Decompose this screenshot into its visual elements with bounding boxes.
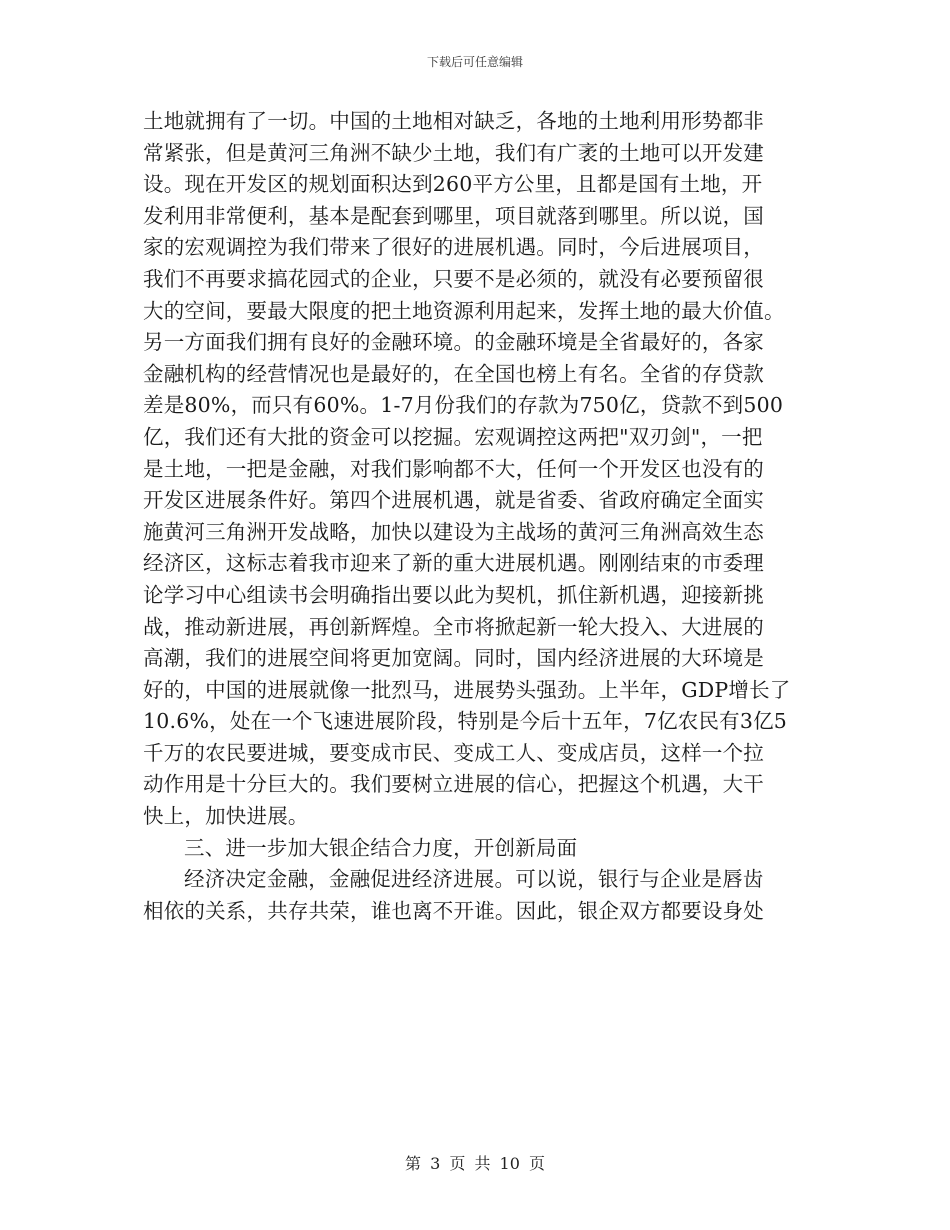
text-line: 家的宏观调控为我们带来了很好的进展机遇。同时，今后进展项目， xyxy=(143,235,764,260)
text-line: 施黄河三角洲开发战略，加快以建设为主战场的黄河三角洲高效生态 xyxy=(143,519,764,544)
page-number-footer: 第 3 页 共 10 页 xyxy=(405,1154,545,1173)
text-line: 经济区，这标志着我市迎来了新的重大进展机遇。刚刚结束的市委理 xyxy=(143,551,764,576)
text-line: 高潮，我们的进展空间将更加宽阔。同时，国内经济进展的大环境是 xyxy=(143,646,764,671)
text-line: 另一方面我们拥有良好的金融环境。的金融环境是全省最好的，各家 xyxy=(143,330,764,355)
text-line: 动作用是十分巨大的。我们要树立进展的信心，把握这个机遇，大干 xyxy=(143,772,764,797)
text-line: 亿，我们还有大批的资金可以挖掘。宏观调控这两把"双刃剑"，一把 xyxy=(143,424,763,449)
text-line: 开发区进展条件好。第四个进展机遇，就是省委、省政府确定全面实 xyxy=(143,488,764,513)
text-line: 土地就拥有了一切。中国的土地相对缺乏，各地的土地利用形势都非 xyxy=(143,109,764,133)
section-heading: 三、进一步加大银企结合力度，开创新局面 xyxy=(184,835,578,860)
text-line: 常紧张，但是黄河三角洲不缺少土地，我们有广袤的土地可以开发建 xyxy=(143,140,764,165)
text-line: 10.6%，处在一个飞速进展阶段，特别是今后十五年，7亿农民有3亿5 xyxy=(143,709,788,734)
text-line: 发利用非常便利，基本是配套到哪里，项目就落到哪里。所以说，国 xyxy=(143,203,764,228)
text-line: 千万的农民要进城，要变成市民、变成工人、变成店员，这样一个拉 xyxy=(143,740,764,765)
paragraph-first-line: 经济决定金融，金融促进经济进展。可以说，银行与企业是唇齿 xyxy=(184,867,764,892)
text-line: 差是80%，而只有60%。1-7月份我们的存款为750亿，贷款不到500 xyxy=(143,393,784,418)
text-line: 论学习中心组读书会明确指出要以此为契机，抓住新机遇，迎接新挑 xyxy=(143,582,764,607)
text-line: 金融机构的经营情况也是最好的，在全国也榜上有名。全省的存贷款 xyxy=(143,361,764,386)
text-line: 快上，加快进展。 xyxy=(143,804,309,829)
text-line: 是土地，一把是金融，对我们影响都不大，任何一个开发区也没有的 xyxy=(143,456,764,481)
text-line: 相依的关系，共存共荣，谁也离不开谁。因此，银企双方都要设身处 xyxy=(143,898,764,923)
text-line: 设。现在开发区的规划面积达到260平方公里，且都是国有土地，开 xyxy=(143,172,763,197)
text-line: 我们不再要求搞花园式的企业，只要不是必须的，就没有必要预留很 xyxy=(143,266,764,291)
text-line: 好的，中国的进展就像一批烈马，进展势头强劲。上半年，GDP增长了 xyxy=(143,677,791,702)
document-body xyxy=(143,106,815,927)
page-header: 下载后可任意编辑 xyxy=(426,55,523,69)
text-line: 大的空间，要最大限度的把土地资源利用起来，发挥土地的最大价值。 xyxy=(143,298,785,323)
text-line: 战，推动新进展，再创新辉煌。全市将掀起新一轮大投入、大进展的 xyxy=(143,614,764,639)
